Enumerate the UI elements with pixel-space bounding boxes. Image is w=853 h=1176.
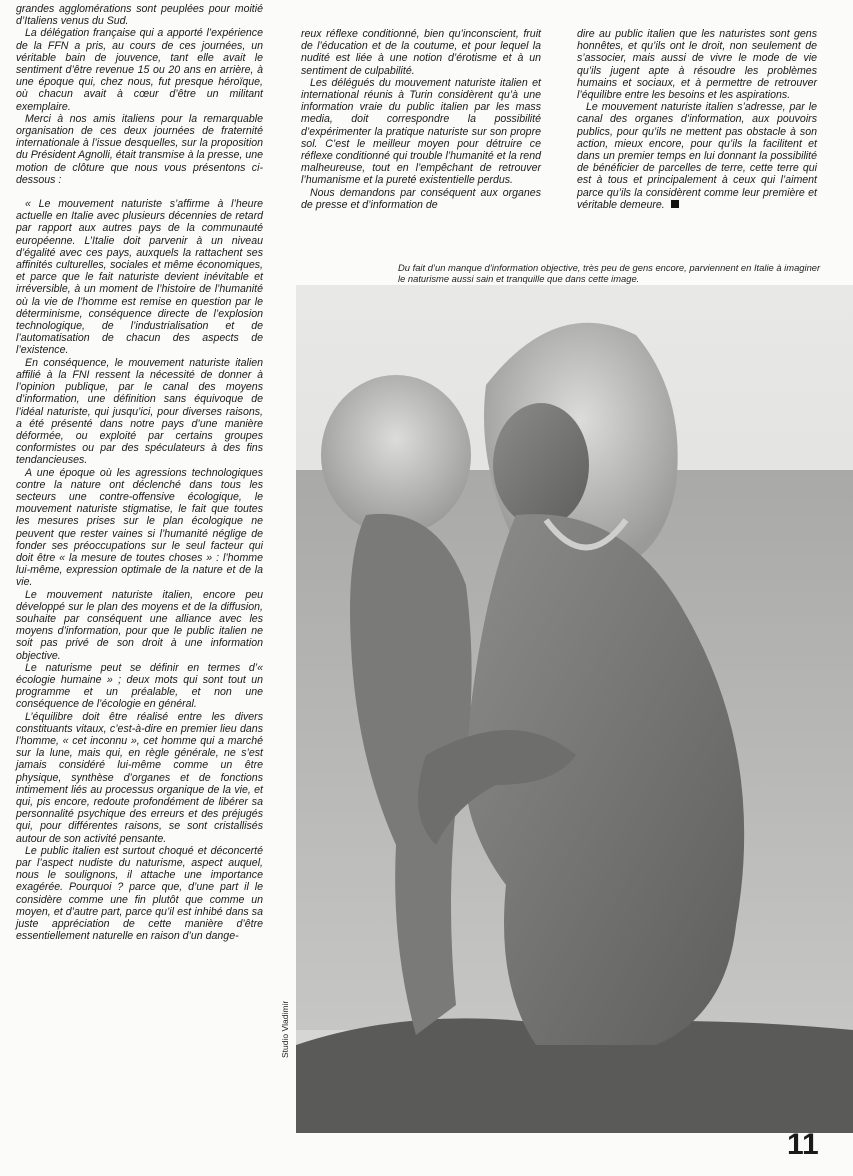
photo-illustration: [296, 285, 853, 1133]
article-photo: [296, 285, 853, 1133]
woman-face: [493, 403, 589, 527]
paragraph: dire au public italien que les naturistes sont gens honnêtes, et qu’ils ont le droit, non seulement de s’associer, mais aussi de vivre le mode de vie qu’ils jugent apte à résoudre les problèmes humains et sociaux, et à permettre de retrouver l’équilibre entre les besoins et les aspirations.: [577, 28, 817, 102]
paragraph: La délégation française qui a apporté l’expérience de la FFN a pris, au cours de ces journées, un véritable bain de jouvence, tant elle avait le sentiment d’être revenue 15 ou 20 ans en arrière, à une époque qui, chez nous, fut presque héroïque, où chacun avait à cœur d’être un militant exemplaire.: [16, 27, 263, 113]
paragraph: A une époque où les agressions technologiques contre la nature ont déclenché dans tous les secteurs une contre-offensive écologique, le mouvement naturiste stigmatise, le fait que toutes les mesures prises sur le plan écologique ne peuvent que rester vaines si l’humanité néglige de fonder ses préoccupations sur le seul facteur qui doit être « la mesure de toutes choses » : l’homme lui-même, expression optimale de la nature et de la vie.: [16, 466, 263, 589]
photo-caption: Du fait d’un manque d’information objective, très peu de gens encore, parviennent en Italie à imaginer le naturisme aussi sain et tranquille que dans cette image.: [398, 262, 821, 284]
article-column-3: [577, 28, 817, 211]
article-column-2: [301, 28, 541, 211]
photo-credit: Studio Vladimir: [280, 1000, 290, 1058]
page-number: 11: [787, 1128, 819, 1161]
paragraph: L’équilibre doit être réalisé entre les divers constituants vitaux, c’est-à-dire en premier lieu dans l’homme, « cet inconnu », cet homme qui a marché sur la lune, mais qui, en règle générale, ne s’est jamais considéré lui-même comme un être physique, synthèse d’organes et de fonctions intimement liés au processus organique de la vie, et qui, pis encore, redoute profondément de libérer sa personnalité psychique des erreurs et des préjugés qui, pour différentes raisons, se sont cristallisés autour de son activité pensante.: [16, 710, 263, 845]
paragraph: En conséquence, le mouvement naturiste italien affilié à la FNI ressent la nécessité de donner à l’opinion publique, par le canal des moyens d’information, une définition sans équivoque de l’idéal naturiste, qui jusqu’ici, pour diverses raisons, a été présenté dans notre pays d’une manière déformée, ou exploité par certains groupes conformistes ou par des spéculateurs à des fins tendancieuses.: [16, 356, 263, 467]
paragraph: Le mouvement naturiste italien, encore peu développé sur le plan des moyens et de la diffusion, souhaite par conséquent une alliance avec les moyens d’information, pour que le public italien ne soit pas privé de son droit à une information objective.: [16, 588, 263, 662]
paragraph: Les délégués du mouvement naturiste italien et international réunis à Turin considèrent qu’à une information vraie du public italien par les mass media, doit correspondre la possibilité d’expérimenter la pratique naturiste sur son propre sol. C’est le meilleur moyen pour détruire ce réflexe conditionné qui trouble l’humanité et la rend malheureuse, tout en l’empêchant de retrouver l’humanisme et la pureté existentielle perdus.: [301, 76, 541, 187]
paragraph: grandes agglomérations sont peuplées pour moitié d’Italiens venus du Sud.: [16, 3, 263, 28]
paragraph: Le naturisme peut se définir en termes d’« écologie humaine » ; deux mots qui sont tout un programme et un préalable, et non une conséquence de l’écologie en général.: [16, 661, 263, 711]
end-of-article-mark: [671, 200, 679, 208]
paragraph: Nous demandons par conséquent aux organes de presse et d’information de: [301, 186, 541, 211]
paragraph: Merci à nos amis italiens pour la remarquable organisation de ces deux journées de fraternité internationale à l’issue desquelles, sur la proposition du Président Agnolli, était transmise à la presse, une motion de clôture que nous vous présentons ci-dessous :: [16, 112, 263, 186]
child-hair: [321, 375, 471, 535]
paragraph: Le mouvement naturiste italien s’adresse, par le canal des organes d’information, aux pouvoirs publics, pour qu’ils ne mettent pas obstacle à son action, mieux encore, pour qu’ils la facilitent et dans un premier temps en lui donnant la possibilité de bénéficier de parcelles de terre, cette terre qui est à tous et principalement à ceux qui l’aiment parce qu’ils la considèrent comme leur première et véritable demeure.: [577, 101, 817, 211]
paragraph-with-endmark: [577, 101, 817, 211]
paragraph: reux réflexe conditionné, bien qu’inconscient, fruit de l’éducation et de la coutume, et pour lequel la nudité est liée à une notion d’érotisme et à un sentiment de culpabilité.: [301, 28, 541, 77]
paragraph: « Le mouvement naturiste s’affirme à l’heure actuelle en Italie avec plusieurs décennies de retard par rapport aux autres pays de la communauté européenne. L’Italie doit parvenir à un niveau d’égalité avec ces pays, auxquels la rattachent ses affinités culturelles, sociales et même économiques, et parce que le fait naturiste devient inévitable et irréversible, à un moment de l’histoire de l’humanité où la vie de l’homme est remise en question par le déterminisme, conséquence directe de l’explosion technologique, de l’industrialisation et de l’automatisation de chacun des aspects de l’existence.: [16, 198, 263, 357]
paragraph: Le public italien est surtout choqué et déconcerté par l’aspect nudiste du naturisme, aspect auquel, nous le soulignons, il attache une importance exagérée. Pourquoi ? parce que, d’une part il le considère comme une fin plutôt que comme un moyen, et d’autre part, parce qu’il est inhibé dans sa juste appréciation de cette manière d’être essentiellement naturelle en raison d’un dange-: [16, 844, 263, 943]
article-column-1: [16, 3, 263, 942]
